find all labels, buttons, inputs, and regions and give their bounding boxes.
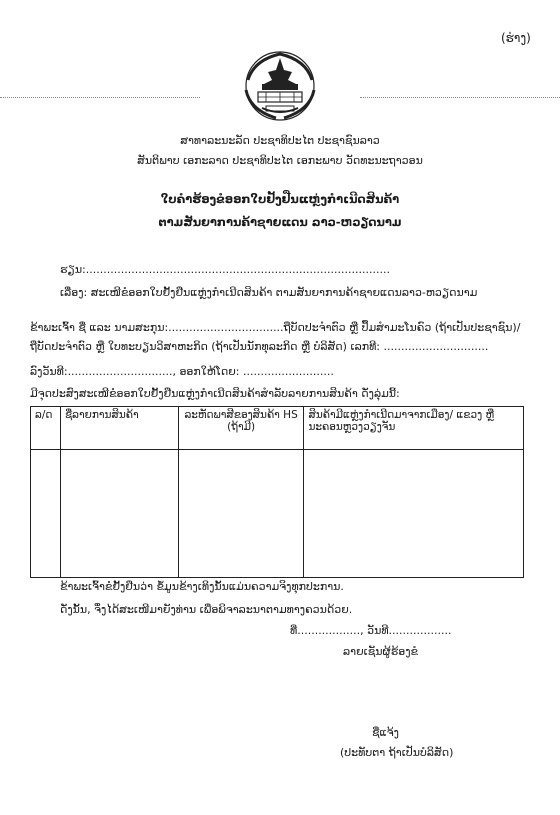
applicant-signature-label: ລາຍເຊັນຜູ້ຮ້ອງຂໍ [343,645,419,658]
country-name: ສາທາລະນະລັດ ປະຊາທິປະໄຕ ປະຊາຊົນລາວ [180,134,380,147]
table-row [31,450,524,578]
table-cell[interactable] [304,450,524,578]
draft-label: (ຮ່າງ) [501,31,531,45]
certification-statement: ຂ້າພະເຈົ້າຂໍຢັ້ງຢືນວ່າ ຂໍ້ມູນຂ້າງເທິງນັ້ນແມ່ນຄວາມຈິງທຸກປະການ. [60,580,344,593]
declarant-name-label: ຊື່ແຈ້ງ [372,726,399,739]
table-header-row [31,407,524,450]
document-subtitle: ຕາມສັນຍາການຄ້າຊາຍແດນ ລາວ-ຫວຽດນາມ [158,215,402,229]
goods-table [30,406,524,578]
purpose-line: ມີຈຸດປະສົງສະເໜີຂໍອອກໃບຢັ້ງຢືນແຫຼ່ງກຳເນີດສິນຄ້າສຳລັບລາຍການສິນຄ້າ ດັ່ງລຸ່ມນີ້: [30,387,400,400]
scan-artifact-line [0,97,200,98]
document-title: ໃບຄຳຮ້ອງຂໍອອກໃບຢັ້ງຢືນແຫຼ່ງກຳເນີດສິນຄ້າ [160,192,400,206]
table-cell[interactable] [31,450,61,578]
lao-national-emblem-icon [236,50,324,122]
stamp-note: (ປະທັບຕາ ຖ້າເປັນບໍລິສັດ) [340,746,454,759]
applicant-name-line: ຂ້າພະເຈົ້າ ຊື່ ແລະ ນາມສະກຸນ:.................................ຖືບັດປະຈຳຕົວ ຫຼື ປຶ້ມສຳມະໂນຄົວ (ຖ້າເປັນປະຊາຊົນ)/ [30,321,521,334]
column-header-goods-name: ຊື່ລາຍການສິນຄ້າ [60,407,178,450]
request-statement: ດັ່ງນັ້ນ, ຈຶ່ງໄດ້ສະເໜີມາຍັງທ່ານ ເພື່ອພິຈາລະນາຕາມທາງຄວນດ້ວຍ. [60,603,353,616]
column-header-hs-code: ລະຫັດພາສີຂອງສິນຄ້າ HS (ຖ້າມີ) [178,407,304,450]
column-header-origin: ສິນຄ້າມີແຫຼ່ງກຳເນີດມາຈາກເມືອງ/ ແຂວງ ຫຼື ນະຄອນຫຼວງວຽງຈັນ [304,407,524,450]
id-number-line: ຖືບັດປະຈຳຕົວ ຫຼື ໃບທະບຽນວິສາຫະກິດ (ຖ້າເປັນນັກທຸລະກິດ ຫຼື ບໍລິສັດ) ເລກທີ: .............................. [30,340,489,353]
scan-artifact-line [360,97,560,98]
column-header-number: ລ/ດ [31,407,61,450]
place-date-line: ທີ່.................., ວັນທີ.................. [290,624,452,637]
table-cell[interactable] [60,450,178,578]
national-motto: ສັນຕິພາບ ເອກະລາດ ປະຊາທິປະໄຕ ເອກະພາບ ວັດທະນະຖາວອນ [137,154,423,167]
table-cell[interactable] [178,450,304,578]
subject-line: ເລື່ອງ: ສະເໜີຂໍອອກໃບຢັ້ງຢືນແຫຼ່ງກຳເນີດສິນຄ້າ ຕາມສັນຍາການຄ້າຊາຍແດນລາວ-ຫວຽດນາມ [60,286,478,299]
addressee-line: ຮຽນ:....................................................................................... [60,263,390,276]
issue-date-line: ລົງວັນທີ:.............................., ອອກໃຫ້ໂດຍ: .......................... [30,365,334,378]
